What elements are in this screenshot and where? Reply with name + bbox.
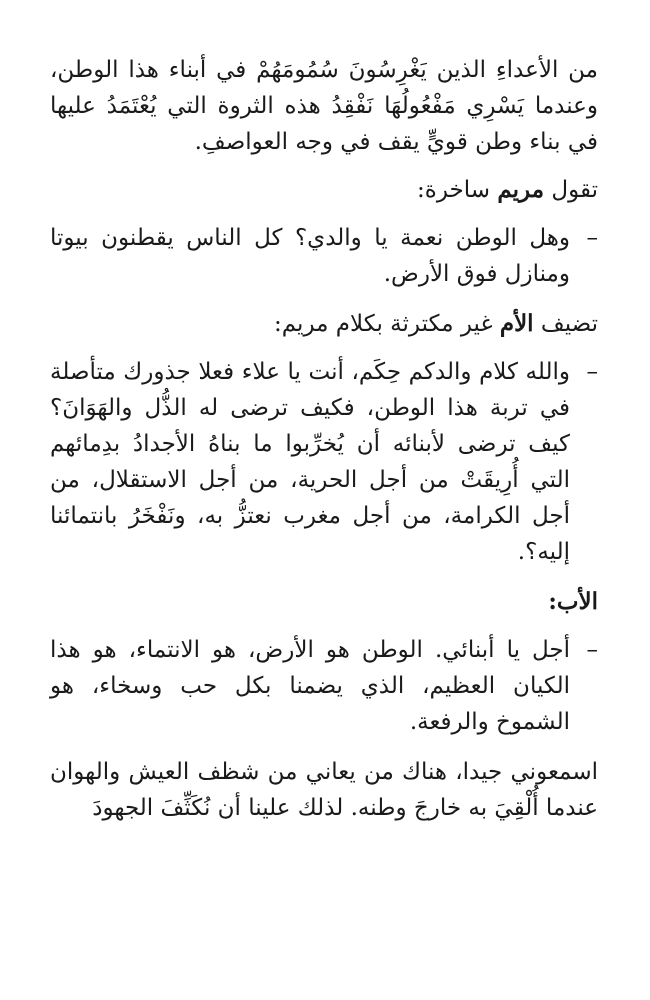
dialogue-tag-mother (50, 306, 598, 342)
speaker-name-father: الأب: (548, 588, 598, 615)
dialogue-tag-manner: غير مكترثة بكلام مريم: (274, 311, 493, 337)
dialogue-tag-verb: تقول (551, 177, 598, 203)
speech-text: والله كلام والدكم حِكَم، أنت يا علاء فعلا جذورك متأصلة في تربة هذا الوطن، فكيف ترضى له الذُّل والهَوَانَ؟ كيف ترضى لأبنائه أن يُخرِّبوا ما بناهُ الأجدادُ بدِمائهم التي أُرِيقَتْ من أجل الحرية، من أجل الاستقلال، من أجل الكرامة، من أجل مغرب نعتزُّ به، ونَفْخَرُ بانتمائنا إليه؟. (50, 359, 570, 565)
intro-paragraph: من الأعداءِ الذين يَغْرِسُونَ سُمُومَهُمْ في أبناء هذا الوطن، وعندما يَسْرِي مَفْعُولُهَا نَفْقِدُ هذه الثروة التي يُعْتَمَدُ عليها في بناء وطن قويٍّ يقف في وجه العواصفِ. (50, 57, 598, 155)
dialogue-tag-maryam (50, 172, 598, 208)
narration-paragraph: اسمعوني جيدا، هناك من يعاني من شظف العيش والهوان عندما أُلْقِيَ به خارجَ وطنه. لذلك علينا أن نُكَثِّفَ الجهودَ (50, 759, 598, 821)
speech-mother (50, 354, 598, 570)
dialogue-dash: – (586, 359, 598, 385)
dialogue-dash: – (586, 225, 598, 251)
speaker-name-maryam: مريم (497, 176, 545, 203)
speech-text: أجل يا أبنائي. الوطن هو الأرض، هو الانتماء، هو هذا الكيان العظيم، الذي يضمنا بكل حب وسخاء، هو الشموخ والرفعة. (50, 637, 570, 735)
dialogue-tag-father (50, 584, 598, 620)
speech-text: وهل الوطن نعمة يا والدي؟ كل الناس يقطنون بيوتا ومنازل فوق الأرض. (50, 225, 570, 287)
dialogue-tag-manner: ساخرة: (417, 177, 491, 203)
speech-maryam (50, 220, 598, 292)
dialogue-dash: – (586, 637, 598, 663)
dialogue-tag-verb: تضيف (540, 311, 598, 337)
speech-father (50, 632, 598, 740)
speaker-name-mother: الأم (499, 310, 534, 337)
